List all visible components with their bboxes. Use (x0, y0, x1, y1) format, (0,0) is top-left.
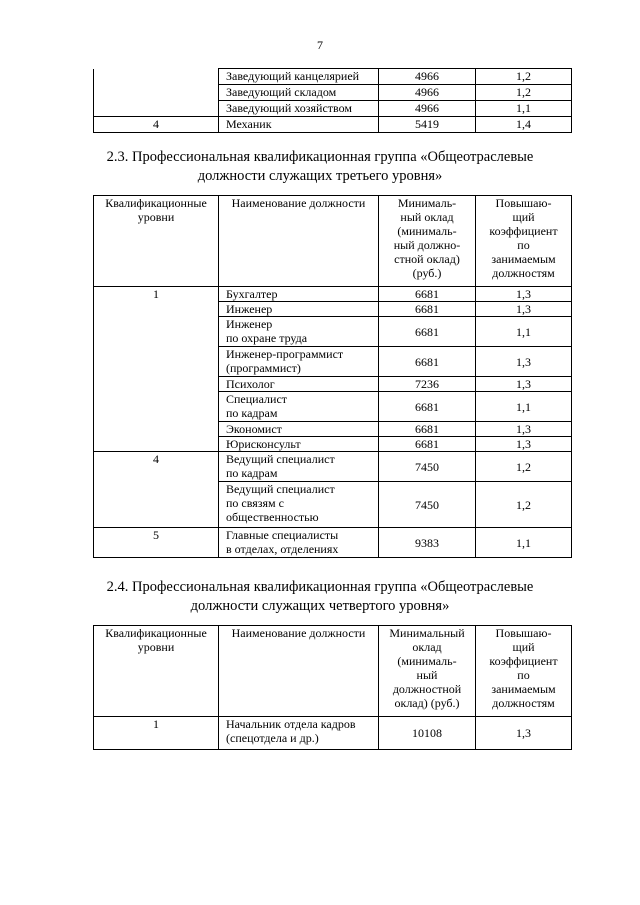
coefficient-cell: 1,3 (476, 422, 572, 437)
table-row (94, 452, 572, 482)
heading-line: должности служащих четвертого уровня» (190, 598, 450, 614)
coefficient-cell: 1,2 (476, 452, 572, 482)
salary-cell: 9383 (379, 528, 476, 558)
header-level (94, 626, 219, 717)
name-line: Главные специалисты (226, 528, 339, 542)
salary-cell: 5419 (379, 117, 476, 133)
name-line: общественностью (226, 510, 319, 524)
salary-cell: 6681 (379, 437, 476, 452)
level-cell: 1 (94, 717, 219, 750)
staff-table-2-4 (93, 625, 572, 750)
coefficient-cell: 1,3 (476, 377, 572, 392)
level-cell: 4 (94, 117, 219, 133)
header-text: ный должно- (393, 238, 461, 252)
table-row (94, 717, 572, 750)
name-line: по связям с (226, 496, 284, 510)
position-name-cell: Механик (219, 117, 379, 133)
header-text: оклад (412, 640, 442, 654)
position-name-cell (219, 392, 379, 422)
coefficient-cell: 1,3 (476, 437, 572, 452)
name-line: Ведущий специалист (226, 452, 335, 466)
header-text: (руб.) (412, 266, 442, 280)
salary-cell: 6681 (379, 302, 476, 317)
header-text: занимаемым (491, 252, 556, 266)
coefficient-cell: 1,4 (476, 117, 572, 133)
name-line: Начальник отдела кадров (226, 717, 356, 731)
name-line: (спецотдела и др.) (226, 731, 319, 745)
header-text: по (517, 238, 530, 252)
table-header-row (94, 626, 572, 717)
salary-cell: 7236 (379, 377, 476, 392)
salary-cell: 6681 (379, 422, 476, 437)
section-heading-2-3 (60, 148, 580, 186)
salary-cell: 6681 (379, 287, 476, 302)
header-salary (379, 196, 476, 287)
position-name-cell: Заведующий складом (219, 85, 379, 101)
position-name-cell: Юрисконсульт (219, 437, 379, 452)
header-text: ный (416, 668, 438, 682)
header-text: ный оклад (400, 210, 454, 224)
position-name-cell: Экономист (219, 422, 379, 437)
header-text: коэффициент (489, 654, 558, 668)
salary-cell: 6681 (379, 317, 476, 347)
heading-line: должности служащих третьего уровня» (197, 168, 443, 184)
header-text: должностной (392, 682, 462, 696)
header-text: щий (512, 640, 535, 654)
salary-cell: 6681 (379, 347, 476, 377)
salary-cell: 4966 (379, 101, 476, 117)
section-heading-2-4 (60, 578, 580, 616)
level-cell (94, 101, 219, 117)
header-text: оклад) (руб.) (394, 696, 460, 710)
header-level (94, 196, 219, 287)
header-text: занимаемым (491, 682, 556, 696)
coefficient-cell: 1,1 (476, 101, 572, 117)
name-line: по охране труда (226, 331, 308, 345)
table-row (94, 101, 572, 117)
name-line: в отделах, отделениях (226, 542, 339, 556)
table-row (94, 85, 572, 101)
coefficient-cell: 1,3 (476, 347, 572, 377)
staff-table-continued (93, 68, 572, 133)
level-cell: 4 (94, 452, 219, 528)
header-text: Квалификационные (105, 626, 207, 640)
name-line: Специалист (226, 392, 288, 406)
coefficient-cell: 1,2 (476, 85, 572, 101)
header-salary (379, 626, 476, 717)
header-name (219, 196, 379, 287)
position-name-cell: Инженер (219, 302, 379, 317)
level-cell: 1 (94, 287, 219, 452)
level-cell (94, 85, 219, 101)
coefficient-cell: 1,3 (476, 717, 572, 750)
coefficient-cell: 1,2 (476, 482, 572, 528)
name-line: по кадрам (226, 406, 278, 420)
header-text: Наименование должности (231, 196, 366, 210)
table-row (94, 69, 572, 85)
position-name-cell (219, 452, 379, 482)
name-line: Инженер (226, 317, 273, 331)
position-name-cell (219, 717, 379, 750)
header-text: (минималь- (397, 654, 457, 668)
name-line: Инженер-программист (226, 347, 344, 361)
table-header-row (94, 196, 572, 287)
table-row (94, 528, 572, 558)
staff-table-2-3 (93, 195, 572, 558)
position-name-cell: Бухгалтер (219, 287, 379, 302)
header-text: Повышаю- (495, 196, 552, 210)
name-line: Ведущий специалист (226, 482, 335, 496)
heading-line: 2.3. Профессиональная квалификационная группа «Общеотраслевые (106, 149, 534, 165)
name-line: по кадрам (226, 466, 278, 480)
salary-cell: 4966 (379, 69, 476, 85)
header-text: по (517, 668, 530, 682)
header-text: должностям (492, 696, 555, 710)
position-name-cell: Заведующий хозяйством (219, 101, 379, 117)
header-text: (минималь- (397, 224, 457, 238)
coefficient-cell: 1,1 (476, 528, 572, 558)
header-text: щий (512, 210, 535, 224)
header-coefficient (476, 196, 572, 287)
coefficient-cell: 1,3 (476, 302, 572, 317)
salary-cell: 6681 (379, 392, 476, 422)
header-text: Квалификационные (105, 196, 207, 210)
header-text: Наименование должности (231, 626, 366, 640)
position-name-cell (219, 317, 379, 347)
header-text: Минимальный (389, 626, 465, 640)
header-text: уровни (137, 640, 175, 654)
header-text: стной оклад) (394, 252, 460, 266)
page-number: 7 (317, 38, 323, 52)
name-line: (программист) (226, 361, 301, 375)
level-cell (94, 69, 219, 85)
table-row (94, 287, 572, 302)
level-cell: 5 (94, 528, 219, 558)
position-name-cell (219, 528, 379, 558)
header-text: уровни (137, 210, 175, 224)
position-name-cell: Психолог (219, 377, 379, 392)
salary-cell: 4966 (379, 85, 476, 101)
header-name (219, 626, 379, 717)
coefficient-cell: 1,3 (476, 287, 572, 302)
salary-cell: 10108 (379, 717, 476, 750)
header-coefficient (476, 626, 572, 717)
coefficient-cell: 1,1 (476, 392, 572, 422)
position-name-cell: Заведующий канцелярией (219, 69, 379, 85)
header-text: Повышаю- (495, 626, 552, 640)
header-text: коэффициент (489, 224, 558, 238)
position-name-cell (219, 347, 379, 377)
salary-cell: 7450 (379, 452, 476, 482)
header-text: Минималь- (397, 196, 457, 210)
salary-cell: 7450 (379, 482, 476, 528)
position-name-cell (219, 482, 379, 528)
table-row (94, 117, 572, 133)
coefficient-cell: 1,1 (476, 317, 572, 347)
header-text: должностям (492, 266, 555, 280)
coefficient-cell: 1,2 (476, 69, 572, 85)
heading-line: 2.4. Профессиональная квалификационная группа «Общеотраслевые (106, 579, 534, 595)
